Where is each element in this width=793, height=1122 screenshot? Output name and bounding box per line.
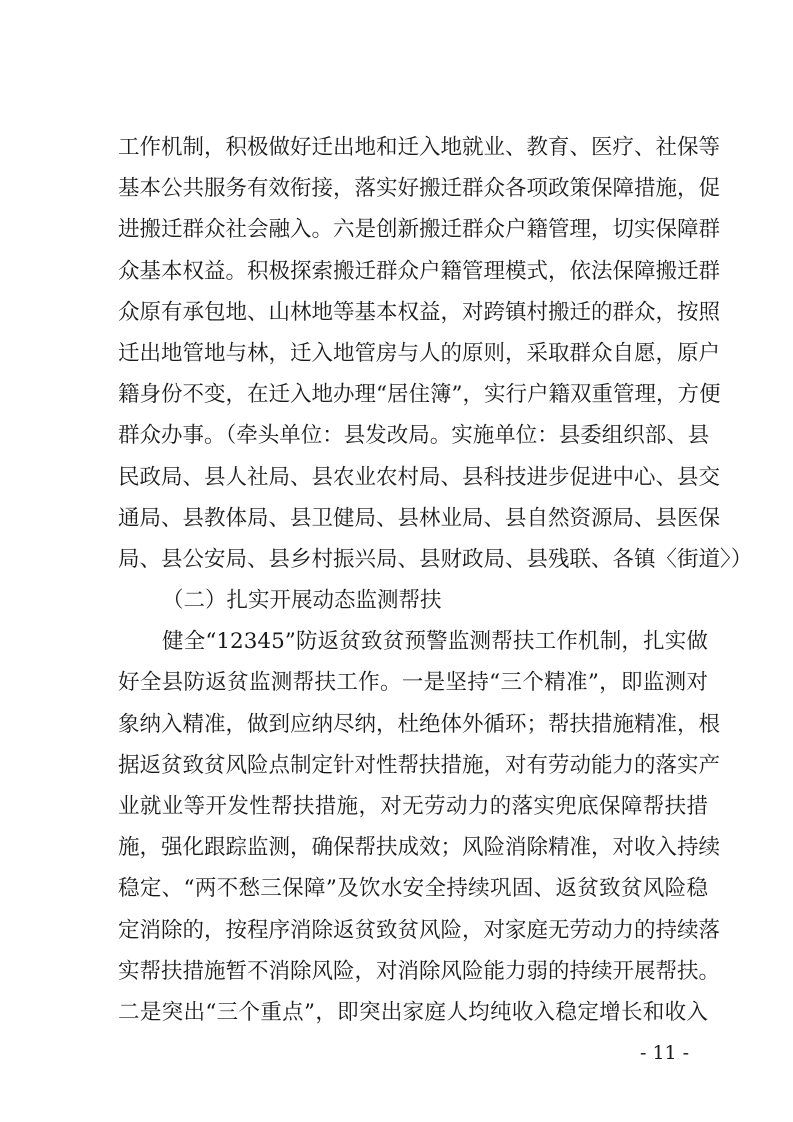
body-text-line: 施，强化跟踪监测，确保帮扶成效；风险消除精准，对收入持续 (118, 835, 721, 860)
body-text-line: 稳定、“两不愁三保障”及饮水安全持续巩固、返贫致贫风险稳 (118, 876, 708, 901)
section-heading: （二）扎实开展动态监测帮扶 (162, 588, 442, 613)
page-number: - 11 - (640, 1042, 690, 1064)
body-text-line: 局、县公安局、县乡村振兴局、县财政局、县残联、各镇〈街道〉） (118, 547, 753, 572)
body-text-line: 实帮扶措施暂不消除风险，对消除风险能力弱的持续开展帮扶。 (118, 959, 721, 984)
body-text-line: 籍身份不变，在迁入地办理“居住簿”，实行户籍双重管理，方便 (118, 382, 721, 407)
body-text-line: 迁出地管地与林，迁入地管房与人的原则，采取群众自愿，原户 (118, 341, 721, 366)
body-text-line: 二是突出“三个重点”，即突出家庭人均纯收入稳定增长和收入 (118, 1000, 708, 1025)
body-text-line: 通局、县教体局、县卫健局、县林业局、县自然资源局、县医保 (118, 506, 721, 531)
body-text-line: 群众办事。（牵头单位：县发改局。实施单位：县委组织部、县 (118, 423, 710, 448)
body-text-line: 进搬迁群众社会融入。六是创新搬迁群众户籍管理，切实保障群 (118, 217, 721, 242)
body-text-line: 据返贫致贫风险点制定针对性帮扶措施，对有劳动能力的落实产 (118, 753, 721, 778)
body-text-line: 基本公共服务有效衔接，落实好搬迁群众各项政策保障措施，促 (118, 176, 721, 201)
paragraph-first-line: 健全“12345”防返贫致贫预警监测帮扶工作机制，扎实做 (162, 629, 708, 654)
body-text-line: 工作机制，积极做好迁出地和迁入地就业、教育、医疗、社保等 (118, 135, 721, 160)
body-text-line: 定消除的，按程序消除返贫致贫风险，对家庭无劳动力的持续落 (118, 918, 721, 943)
body-text-line: 好全县防返贫监测帮扶工作。一是坚持“三个精准”，即监测对 (118, 670, 708, 695)
body-text-line: 众原有承包地、山林地等基本权益，对跨镇村搬迁的群众，按照 (118, 300, 721, 325)
body-text-line: 象纳入精准，做到应纳尽纳，杜绝体外循环；帮扶措施精准，根 (118, 712, 721, 737)
body-text-line: 民政局、县人社局、县农业农村局、县科技进步促进中心、县交 (118, 465, 721, 490)
body-text-line: 业就业等开发性帮扶措施，对无劳动力的落实兜底保障帮扶措 (118, 794, 708, 819)
body-text-line: 众基本权益。积极探索搬迁群众户籍管理模式，依法保障搬迁群 (118, 259, 721, 284)
